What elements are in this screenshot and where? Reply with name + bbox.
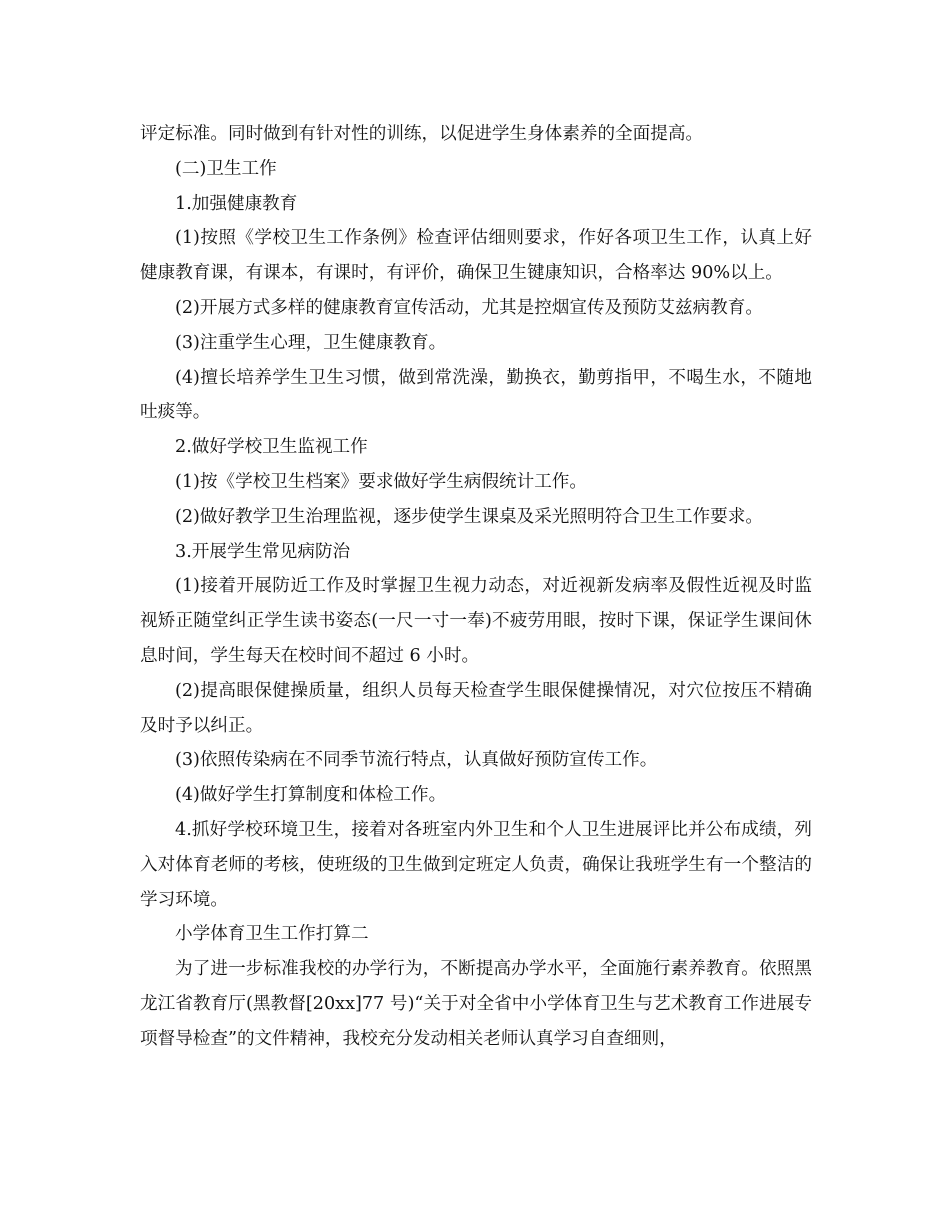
paragraph: (2)做好教学卫生治理监视，逐步使学生课桌及采光照明符合卫生工作要求。 <box>175 506 763 527</box>
paragraph: (1)接着开展防近工作及时掌握卫生视力动态，对近视新发病率及假性近视及时监视矫正随堂纠正学生读书姿态(一尺一寸一奉)不疲劳用眼，按时下课，保证学生课间休息时间，学生每天在校时间不超过 6 小时。 <box>140 576 812 666</box>
subsection-heading: 1.加强健康教育 <box>175 193 298 214</box>
paragraph: (1)按照《学校卫生工作条例》检查评估细则要求，作好各项卫生工作，认真上好健康教育课，有课本，有课时，有评价，确保卫生键康知识，合格率达 90%以上。 <box>140 228 812 284</box>
document-body <box>140 117 812 1057</box>
paragraph: (4)做好学生打算制度和体检工作。 <box>175 785 447 806</box>
paragraph: (2)开展方式多样的健康教育宣传活动，尤其是控烟宣传及预防艾兹病教育。 <box>175 297 763 318</box>
paragraph: (2)提高眼保健操质量，组织人员每天检查学生眼保健操情况，对穴位按压不精确及时予以纠正。 <box>140 680 812 736</box>
paragraph: (3)依照传染病在不同季节流行特点，认真做好预防宣传工作。 <box>175 750 658 771</box>
section-heading: (二)卫生工作 <box>175 158 277 179</box>
paragraph: 评定标准。同时做到有针对性的训练，以促进学生身体素养的全面提高。 <box>140 124 704 144</box>
paragraph: (3)注重学生心理，卫生健康教育。 <box>175 332 447 353</box>
paragraph: 为了进一步标准我校的办学行为，不断提高办学水平，全面施行素养教育。依照黑龙江省教育厅(黑教督[20xx]77 号)“关于对全省中小学体育卫生与艺术教育工作进展专项督导检查”的文件精神，我校充分发动相关老师认真学习自查细则， <box>140 959 812 1049</box>
subsection-heading: 3.开展学生常见病防治 <box>175 541 351 562</box>
subsection-heading: 2.做好学校卫生监视工作 <box>175 437 368 458</box>
paragraph: (4)擅长培养学生卫生习惯，做到常洗澡，勤换衣，勤剪指甲，不喝生水，不随地吐痰等。 <box>140 367 812 423</box>
paragraph: (1)按《学校卫生档案》要求做好学生病假统计工作。 <box>175 471 587 492</box>
section-heading: 小学体育卫生工作打算二 <box>175 924 369 945</box>
paragraph: 4.抓好学校环境卫生，接着对各班室内外卫生和个人卫生进展评比并公布成绩，列入对体育老师的考核，使班级的卫生做到定班定人负责，确保让我班学生有一个整洁的学习环境。 <box>140 819 812 910</box>
